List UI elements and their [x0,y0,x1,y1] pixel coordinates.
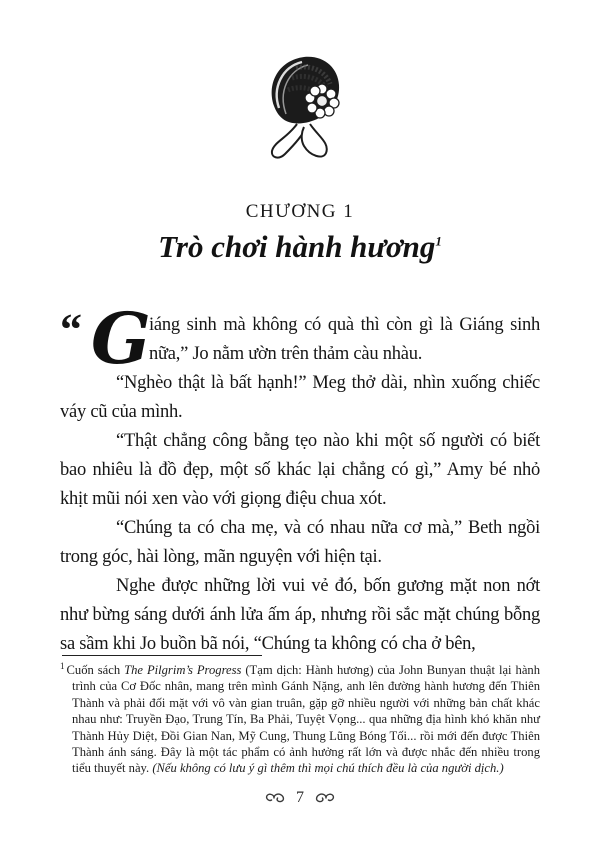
paragraph-4 [60,514,540,572]
paragraph-3-text: “Thật chẳng công bằng tẹo nào khi một số người có biết bao nhiêu là đồ đẹp, một số khác lại chẳng có gì,” Amy bé nhỏ khịt mũi nói xen vào với giọng điệu chua xót. [60,431,540,509]
paragraph-2 [60,369,540,427]
footnote-reference: 1 [435,233,442,249]
chapter-label: CHƯƠNG 1 [245,201,355,222]
paragraph-5-text: Nghe được những lời vui vẻ đó, bốn gương mặt non nớt như bừng sáng dưới ánh lửa ấm áp, nhưng rồi sắc mặt chúng bỗng sa sầm khi Jo buồn bã nói, “Chúng ta không có cha ở bên, [60,576,540,654]
chapter-title-text: Trò chơi hành hương [158,229,436,264]
page-footer [0,789,600,807]
footnote-separator [62,655,262,656]
paragraph-5 [60,572,540,659]
body-text [60,297,540,659]
bonnet-icon [251,48,349,164]
open-quote-mark: “ [60,305,82,354]
bonnet-illustration [0,48,600,164]
footnote-lead: Cuốn sách [66,663,125,677]
paragraph-3 [60,427,540,514]
translator-note: (Nếu không có lưu ý gì thêm thì mọi chú thích đều là của người dịch.) [152,761,504,776]
chapter-title [0,229,600,265]
fleuron-right-icon [313,792,335,804]
footnote-text [60,662,540,777]
paragraph-1 [60,297,540,380]
fleuron-left-icon [265,792,287,804]
cited-work-title: The Pilgrim’s Progress [124,663,242,677]
footnote-marker: 1 [60,660,65,671]
drop-cap: G [91,297,151,380]
paragraph-2-text: “Nghèo thật là bất hạnh!” Meg thở dài, nhìn xuống chiếc váy cũ của mình. [60,373,540,422]
paragraph-4-text: “Chúng ta có cha mẹ, và có nhau nữa cơ mà,” Beth ngồi trong góc, hài lòng, mãn nguyện với hiện tại. [60,518,540,567]
footnote [60,655,540,777]
footnote-body: (Tạm dịch: Hành hương) của John Bunyan thuật lại hành trình của Cơ Đốc nhân, mang trên mình Gánh Nặng, anh lên đường hành hương đến Thiên Thành và phải đối mặt với vô vàn gian truân, gặp gỡ nhiều người với những bản chất khác nhau như: Truyền Đạo, Trung Tín, Ba Phải, Tuyệt Vọng... qua những địa hình khó khăn như Thành Hủy Diệt, Đồi Gian Nan, Mỹ Cung, Thung Lũng Bóng Tối... rồi mới đến được Thiên Thành ánh sáng. Đây là một tác phẩm có ảnh hưởng rất lớn và được nhắc đến nhiều trong tiểu thuyết này. [72,663,541,776]
paragraph-1-text: iáng sinh mà không có quà thì còn gì là Giáng sinh nữa,” Jo nằm ườn trên thảm càu nhàu. [149,315,540,364]
page-number: 7 [296,789,304,806]
